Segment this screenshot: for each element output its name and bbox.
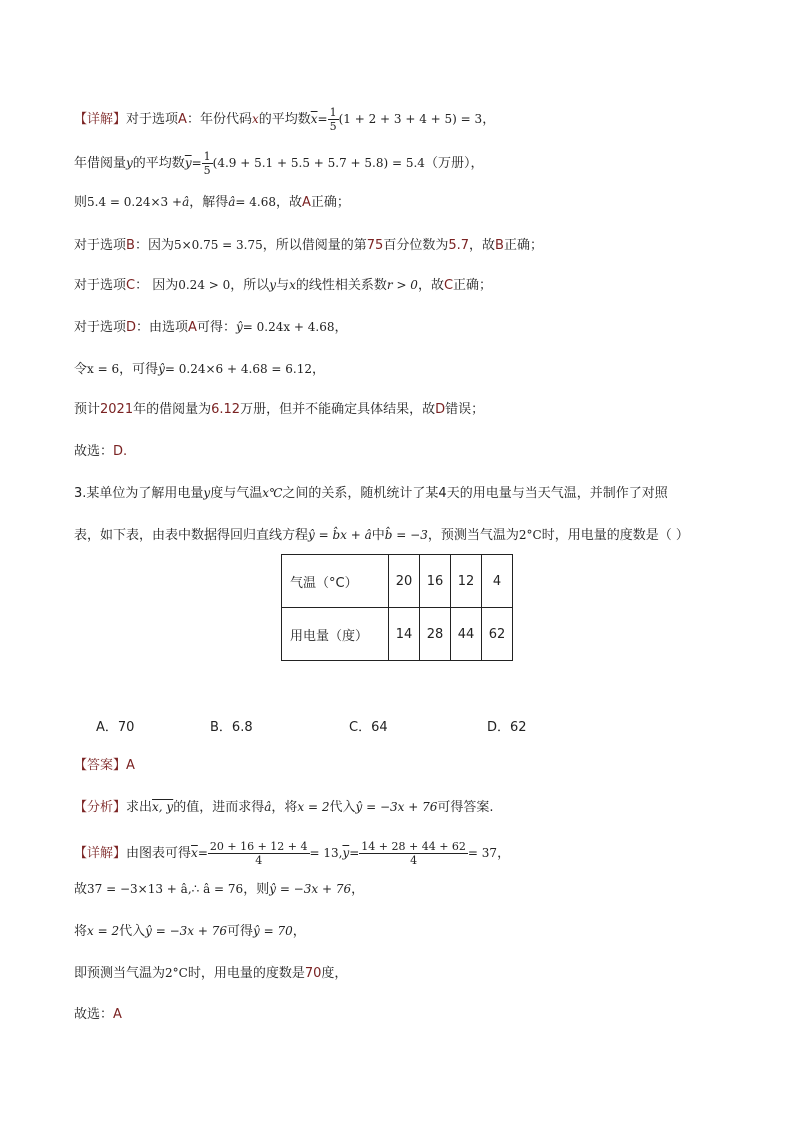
table-cell: 12 bbox=[451, 555, 482, 608]
detail-line-3: 则5.4 = 0.24×3 +â，解得â= 4.68，故A正确； bbox=[74, 195, 350, 210]
table-cell: 28 bbox=[420, 608, 451, 661]
fraction: $\frac{14 + 28 + 44 + 62}{4}$ bbox=[361, 840, 466, 867]
detail-line-9: 故选：D. bbox=[74, 444, 128, 459]
fraction: $\frac{20 + 16 + 12 + 4}{4}$ bbox=[209, 840, 308, 867]
table-cell: 4 bbox=[482, 555, 513, 608]
analysis-tag: 【分析】 bbox=[74, 800, 127, 815]
option-c[interactable]: C．64 bbox=[349, 720, 388, 735]
option-a[interactable]: A．70 bbox=[96, 720, 135, 735]
row-label: 用电量（度） bbox=[282, 608, 389, 661]
detail-line-5: 对于选项C： 因为0.24 > 0，所以y与x的线性相关系数r > 0，故C正确； bbox=[74, 278, 493, 293]
answer-tag: 【答案】 bbox=[74, 758, 127, 773]
detail-line-7: 令x = 6，可得ŷ= 0.24×6 + 4.68 = 6.12， bbox=[74, 362, 326, 377]
detail2-line-1: 【详解】由图表可得$\overline{x}=$ $\frac{20 + 16 + 12 + 4}{4}$ = $13,\overline{y}=$ $\frac{14 + 28 + 44 + 62}{4}$ = 37， bbox=[74, 840, 511, 867]
question-3-line-1: 3.某单位为了解用电量y度与气温x℃之间的关系，随机统计了某4天的用电量与当天气温，并制作了对照 bbox=[74, 486, 668, 501]
question-3-line-2: 表，如下表，由表中数据得回归直线方程ŷ = b̂x + â中b̂ = −3，预测当气温为2°C时，用电量的度数是（ ） bbox=[74, 528, 689, 543]
detail2-line-4: 即预测当气温为2°C时，用电量的度数是70度， bbox=[74, 966, 348, 981]
option-b[interactable]: B．6.8 bbox=[210, 720, 253, 735]
row-label: 气温（°C） bbox=[282, 555, 389, 608]
table-cell: 62 bbox=[482, 608, 513, 661]
detail-line-6: 对于选项D：由选项A可得：ŷ= 0.24x + 4.68， bbox=[74, 320, 348, 335]
detail2-line-5: 故选：A bbox=[74, 1007, 122, 1022]
table-cell: 20 bbox=[389, 555, 420, 608]
analysis-line: 【分析】求出x, y的值，进而求得â，将x = 2代入ŷ = −3x + 76可得答案. bbox=[74, 800, 494, 815]
table-cell: 14 bbox=[389, 608, 420, 661]
detail-tag: 【详解】 bbox=[74, 112, 127, 127]
table-row bbox=[282, 608, 513, 661]
detail-line-8: 预计2021年的借阅量为6.12万册，但并不能确定具体结果，故D错误； bbox=[74, 402, 485, 417]
detail-line-2: 年借阅量y的平均数$\overline{y}=$ $\frac{1}{5}$ (4.9 + 5.1 + 5.5 + 5.7 + 5.8) = 5.4（万册）， bbox=[74, 150, 484, 177]
fraction: $\frac{1}{5}$ bbox=[203, 150, 211, 177]
detail-line-4: 对于选项B：因为5×0.75 = 3.75，所以借阅量的第75百分位数为5.7，故B正确； bbox=[74, 238, 543, 253]
table-cell: 44 bbox=[451, 608, 482, 661]
detail2-line-2: 故37 = −3×13 + â,∴ â = 76，则ŷ = −3x + 76， bbox=[74, 882, 365, 897]
answer-line: 【答案】A bbox=[74, 758, 135, 773]
fraction: $\frac{1}{5}$ bbox=[329, 106, 337, 133]
detail-line-1: 【详解】对于选项A：年份代码x的平均数$\overline{x}=$ $\frac{1}{5}$ (1 + 2 + 3 + 4 + 5) = 3， bbox=[74, 106, 496, 133]
detail2-line-3: 将x = 2代入ŷ = −3x + 76可得ŷ = 70， bbox=[74, 924, 306, 939]
table-row bbox=[282, 555, 513, 608]
detail-tag: 【详解】 bbox=[74, 846, 127, 861]
table-cell: 16 bbox=[420, 555, 451, 608]
option-d[interactable]: D．62 bbox=[487, 720, 527, 735]
data-table bbox=[281, 554, 513, 661]
